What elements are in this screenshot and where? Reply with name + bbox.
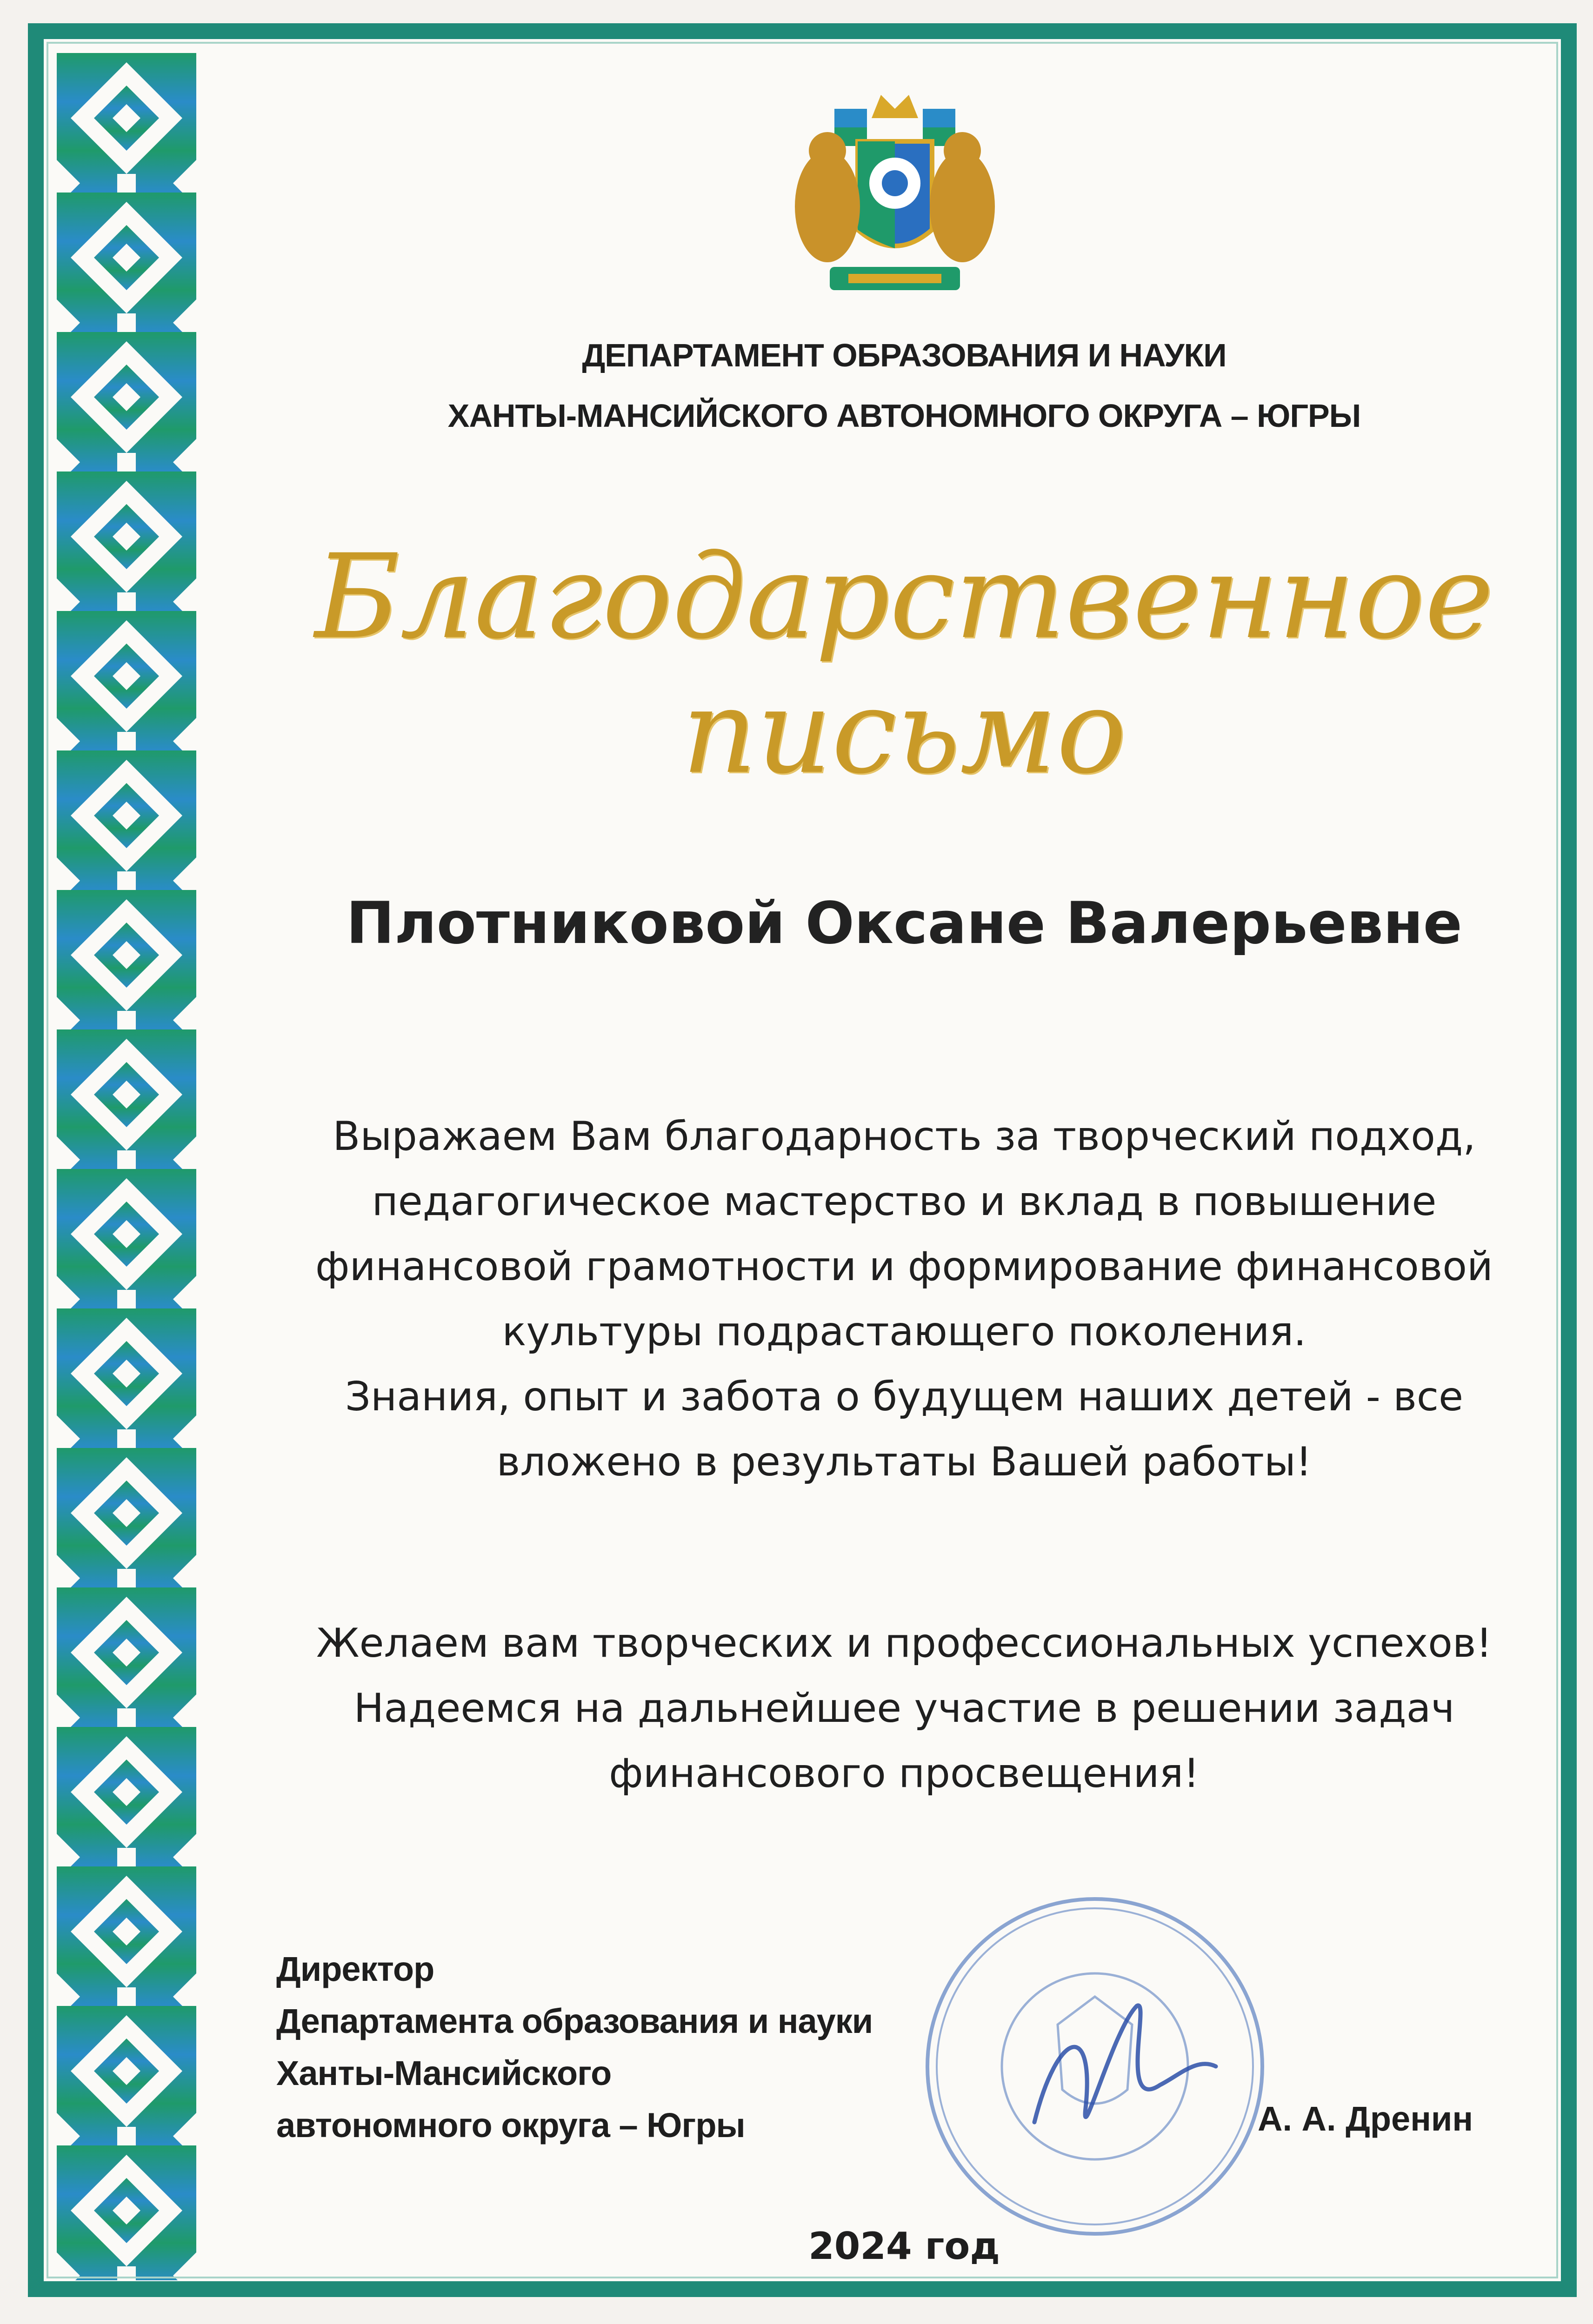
signer-title-line: Ханты-Мансийского — [276, 2054, 612, 2092]
gratitude-line: финансовой грамотности и формирование финансовой — [315, 1243, 1493, 1290]
letter-title-line1: Благодарственное — [314, 529, 1494, 664]
wishes-line: Надеемся на дальнейшее участие в решении задач — [353, 1685, 1455, 1732]
coat-of-arms-emblem — [779, 90, 1011, 304]
signer-title-line: Директор — [276, 1950, 434, 1988]
signer-title-line: автономного округа – Югры — [276, 2106, 745, 2145]
signer-title-line: Департамента образования и науки — [276, 2002, 873, 2040]
gratitude-line: Выражаем Вам благодарность за творческий подход, — [333, 1113, 1476, 1160]
official-stamp — [918, 1890, 1272, 2243]
signer-title — [276, 1943, 873, 2151]
wishes-line: Желаем вам творческих и профессиональных успехов! — [316, 1620, 1493, 1667]
gratitude-line: вложено в результаты Вашей работы! — [496, 1439, 1312, 1485]
recipient-name: Плотниковой Оксане Валерьевне — [346, 890, 1462, 957]
gratitude-line: педагогическое мастерство и вклад в повышение — [372, 1178, 1437, 1225]
gratitude-line: культуры подрастающего поколения. — [502, 1308, 1306, 1355]
signer-name: А. А. Дренин — [1258, 2099, 1473, 2138]
issue-year: 2024 год — [808, 2224, 1000, 2268]
certificate-sheet — [28, 23, 1577, 2297]
letter-title-line2: письмо — [682, 664, 1126, 799]
department-name-line2: ХАНТЫ-МАНСИЙСКОГО АВТОНОМНОГО ОКРУГА – ЮГРЫ — [447, 398, 1361, 434]
gratitude-paragraph — [304, 1104, 1504, 1494]
department-name-line1: ДЕПАРТАМЕНТ ОБРАЗОВАНИЯ И НАУКИ — [582, 337, 1226, 373]
wishes-line: финансового просвещения! — [609, 1750, 1200, 1797]
ornament-border — [57, 53, 196, 2280]
wishes-paragraph — [304, 1611, 1504, 1806]
gratitude-line: Знания, опыт и забота о будущем наших детей - все — [345, 1374, 1464, 1420]
